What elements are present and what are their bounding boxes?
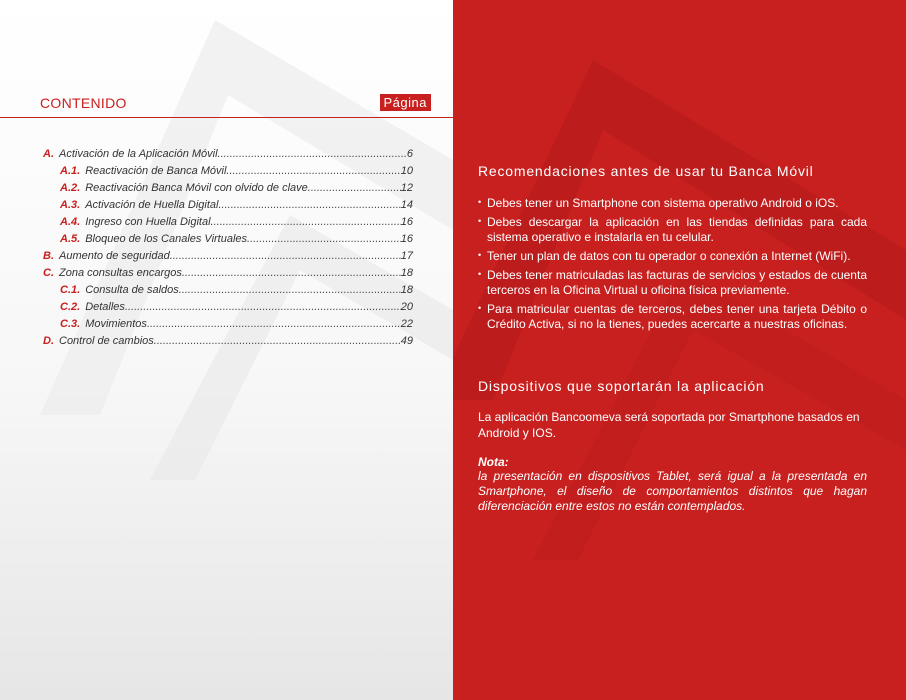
toc-item-c[interactable]: C. Zona consultas encargos. ..... 18 [43,267,413,283]
toc-item-a1[interactable]: A.1. Reactivación de Banca Móvil. ..... 10 [60,165,413,181]
toc-item-d[interactable]: D. Control de cambios. ..... 49 [43,335,413,351]
list-item: • Debes descargar la aplicación en las tiendas definidas para cada sistema operativo e instalarla en tu celular. [478,215,867,245]
toc-item-a4[interactable]: A.4. Ingreso con Huella Digital. ..... 16 [60,216,413,232]
recommendations-list [478,196,867,336]
toc-item-c3[interactable]: C.3. Movimientos ..... 22 [60,318,413,334]
note-text: la presentación en dispositivos Tablet, será igual a la presentada en Smartphone, el diseño de comportamientos distintos que hagan diferenciación entre estos no están contemplados. [478,469,867,513]
devices-heading: Dispositivos que soportarán la aplicación [478,378,765,394]
list-item: • Tener un plan de datos con tu operador o conexión a Internet (WiFi). [478,249,867,264]
list-item: • Para matricular cuentas de terceros, debes tener una tarjeta Débito o Crédito Activa, si no la tienes, puedes acercarte a nuestras oficinas. [478,302,867,332]
toc-title: CONTENIDO [40,95,127,111]
toc-item-c1[interactable]: C.1. Consulta de saldos. ..... 18 [60,284,413,300]
toc-item-a5[interactable]: A.5. Bloqueo de los Canales Virtuales. ..... 16 [60,233,413,249]
note-label: Nota: [478,455,509,469]
toc-item-a[interactable]: A. Activación de la Aplicación Móvil. ..... 6 [43,148,413,164]
toc-page-label: Página [380,94,431,111]
right-panel [453,0,906,700]
toc-item-a2[interactable]: A.2. Reactivación Banca Móvil con olvido de clave. ..... 12 [60,182,413,198]
recommendations-heading: Recomendaciones antes de usar tu Banca Móvil [478,163,814,179]
toc-item-b[interactable]: B. Aumento de seguridad. ..... 17 [43,250,413,266]
list-item: • Debes tener un Smartphone con sistema operativo Android o iOS. [478,196,867,211]
list-item: • Debes tener matriculadas las facturas de servicios y estados de cuenta terceros en la Oficina Virtual u oficina física previamente. [478,268,867,298]
toc-item-a3[interactable]: A.3. Activación de Huella Digital. ..... 14 [60,199,413,215]
toc-item-c2[interactable]: C.2. Detalles ..... 20 [60,301,413,317]
decorative-chevron-watermark-red [453,0,906,700]
devices-text: La aplicación Bancoomeva será soportada por Smartphone basados en Android y IOS. [478,410,860,440]
toc-header [0,93,453,118]
